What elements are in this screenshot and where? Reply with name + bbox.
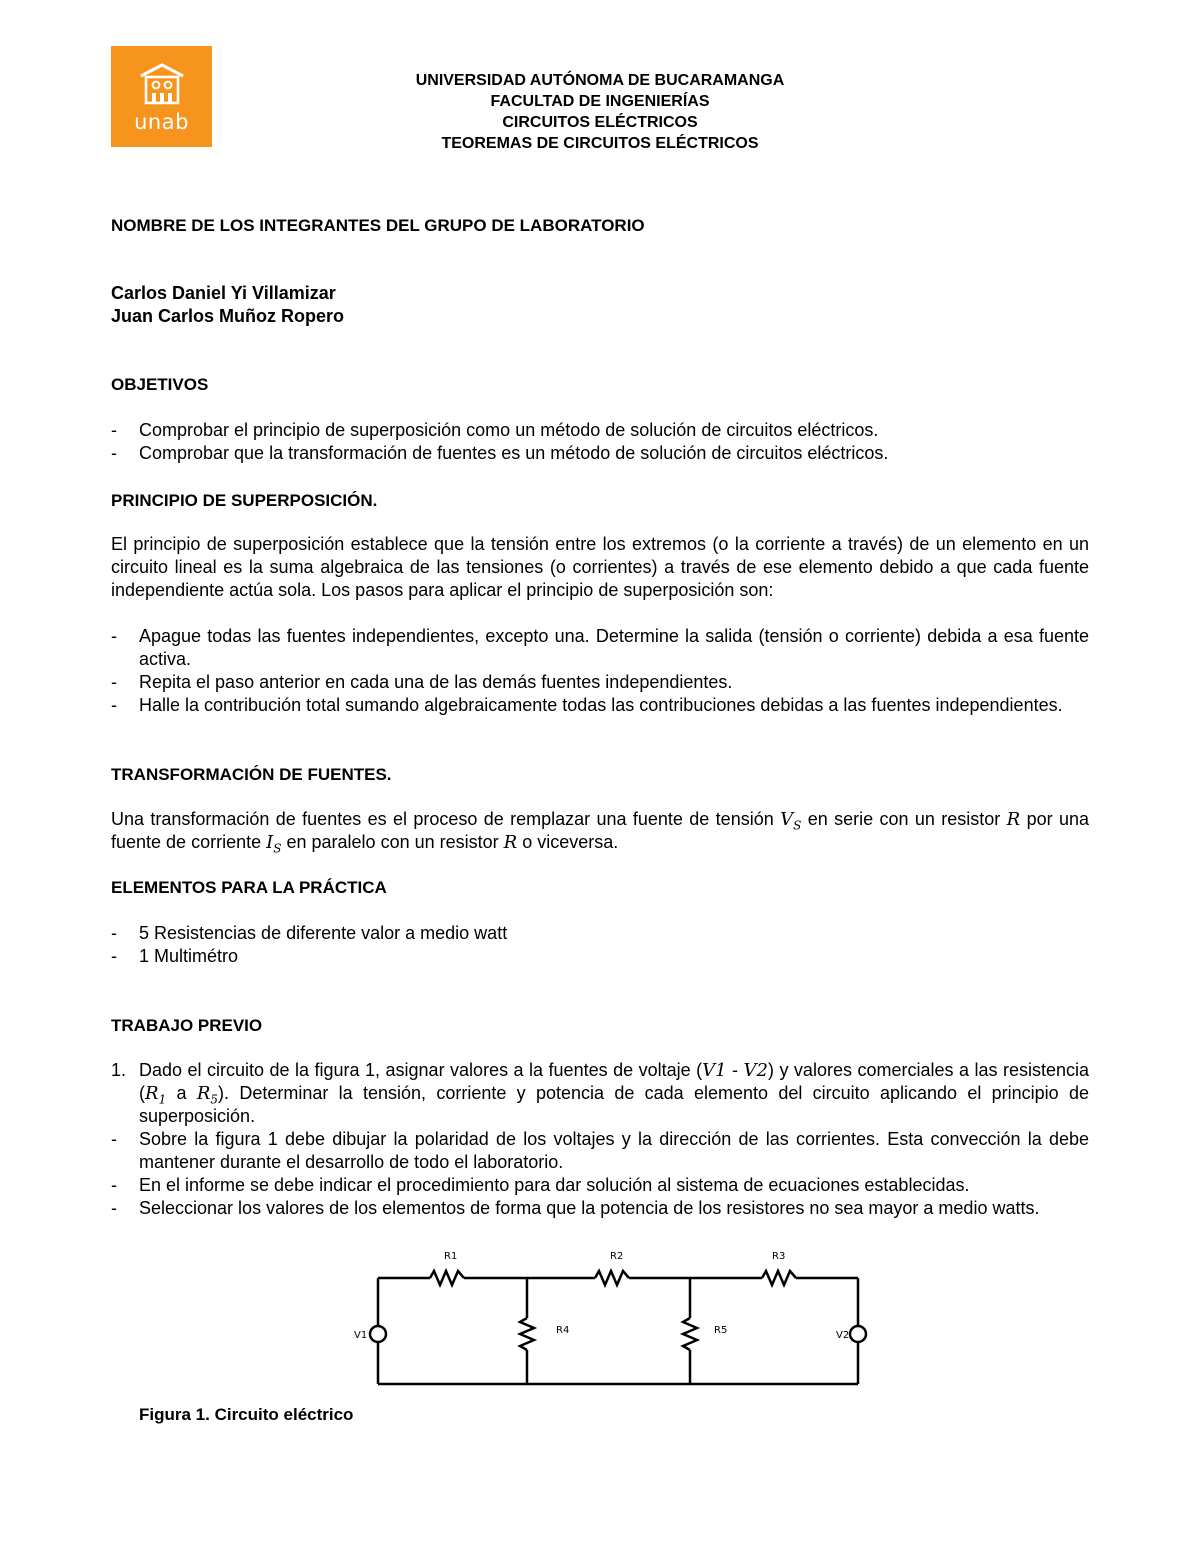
- list-item: - Halle la contribución total sumando algebraicamente todas las contribuciones debidas a las fuentes independientes.: [111, 694, 1089, 717]
- text-fragment: por una fuente de corriente: [111, 809, 1089, 852]
- figure-caption: Figura 1. Circuito eléctrico: [139, 1405, 354, 1424]
- document-header: [300, 70, 900, 154]
- text-fragment: ) y valores comerciales a las resistencia (: [139, 1060, 1089, 1103]
- text-fragment: Dado el circuito de la figura 1, asignar valores a la fuentes de voltaje (: [139, 1060, 703, 1080]
- math-var: R: [196, 1083, 211, 1104]
- voltage-source-v1: [370, 1326, 386, 1342]
- math-var: I: [266, 832, 274, 853]
- list-item: - Comprobar el principio de superposición como un método de solución de circuitos eléctricos.: [111, 419, 1089, 442]
- text-fragment: en paralelo con un resistor: [286, 832, 499, 852]
- list-item: - Apague todas las fuentes independientes, excepto una. Determine la salida (tensión o corriente) debida a esa fuente activa.: [111, 625, 1089, 671]
- members-list: [111, 282, 344, 328]
- math-symbol: [196, 1083, 219, 1107]
- document-title: TEOREMAS DE CIRCUITOS ELÉCTRICOS: [441, 135, 759, 152]
- course-name: CIRCUITOS ELÉCTRICOS: [502, 114, 698, 131]
- list-item: - Repita el paso anterior en cada una de las demás fuentes independientes.: [111, 671, 1089, 694]
- prework-dash-list: [111, 1128, 1089, 1220]
- transformation-paragraph: [111, 808, 1089, 854]
- math-symbol: [780, 809, 802, 833]
- math-sub: 1: [158, 1092, 167, 1107]
- objectives-heading: OBJETIVOS: [111, 375, 209, 394]
- prework-heading: TRABAJO PREVIO: [111, 1016, 263, 1035]
- label-r1: R1: [444, 1251, 458, 1262]
- unab-logo: [111, 46, 212, 147]
- faculty-name: FACULTAD DE INGENIERÍAS: [490, 93, 710, 110]
- text-fragment: Una transformación de fuentes es el proceso de remplazar una fuente de tensión: [111, 809, 774, 829]
- university-name: UNIVERSIDAD AUTÓNOMA DE BUCARAMANGA: [415, 72, 785, 89]
- text-fragment: a: [166, 1083, 197, 1103]
- superposition-paragraph: El principio de superposición establece que la tensión entre los extremos (o la corriente a través) de un elemento en un circuito lineal es la suma algebraica de las tensiones (o corrientes) a través de ese elemento debido a que cada fuente independiente actúa sola. Los pasos para aplicar el principio de superposición son:: [111, 534, 1089, 600]
- math-sub: S: [793, 818, 802, 833]
- math-var: V: [780, 809, 794, 830]
- math-symbol: V2: [743, 1060, 768, 1081]
- math-symbol: [266, 832, 282, 856]
- member-name: Carlos Daniel Yi Villamizar: [111, 283, 336, 303]
- label-r3: R3: [772, 1251, 786, 1262]
- list-marker: 1.: [111, 1060, 127, 1080]
- label-r5: R5: [714, 1325, 728, 1336]
- elements-list: [111, 922, 1089, 968]
- transformation-heading: TRANSFORMACIÓN DE FUENTES.: [111, 765, 392, 784]
- math-symbol: [145, 1083, 167, 1107]
- text-fragment: o viceversa.: [522, 832, 619, 852]
- voltage-source-v2: [850, 1326, 866, 1342]
- resistor-r1: [430, 1271, 464, 1285]
- list-item: - En el informe se debe indicar el procedimiento para dar solución al sistema de ecuaciones establecidas.: [111, 1174, 1089, 1197]
- list-item: - Comprobar que la transformación de fuentes es un método de solución de circuitos eléctricos.: [111, 442, 1089, 465]
- list-item: - Seleccionar los valores de los elementos de forma que la potencia de los resistores no sea mayor a medio watts.: [111, 1197, 1089, 1220]
- superposition-steps: [111, 625, 1089, 717]
- elements-heading: ELEMENTOS PARA LA PRÁCTICA: [111, 878, 387, 897]
- member-name: Juan Carlos Muñoz Ropero: [111, 306, 345, 326]
- superposition-heading: PRINCIPIO DE SUPERPOSICIÓN.: [111, 491, 378, 510]
- math-symbol: R: [503, 832, 518, 853]
- list-item: - 1 Multimétro: [111, 945, 1089, 968]
- resistor-r5: [683, 1318, 697, 1350]
- members-heading: NOMBRE DE LOS INTEGRANTES DEL GRUPO DE LABORATORIO: [111, 216, 645, 235]
- building-icon: [137, 62, 187, 108]
- circuit-diagram: [340, 1240, 900, 1400]
- resistor-r2: [595, 1271, 629, 1285]
- text-fragment: -: [726, 1060, 744, 1080]
- label-r2: R2: [610, 1251, 624, 1262]
- prework-list: [111, 1059, 1089, 1220]
- text-fragment: ). Determinar la tensión, corriente y potencia de cada elemento del circuito aplicando el principio de superposición.: [139, 1083, 1090, 1126]
- math-sub: S: [273, 841, 282, 856]
- math-symbol: V1: [702, 1060, 727, 1081]
- label-r4: R4: [556, 1325, 570, 1336]
- numbered-item: [111, 1059, 1089, 1128]
- resistor-r3: [762, 1271, 796, 1285]
- math-symbol: R: [1006, 809, 1021, 830]
- text-fragment: en serie con un resistor: [807, 809, 1001, 829]
- resistor-r4: [520, 1318, 534, 1350]
- list-item: - 5 Resistencias de diferente valor a medio watt: [111, 922, 1089, 945]
- list-item: - Sobre la figura 1 debe dibujar la polaridad de los voltajes y la dirección de las corrientes. Esta convección la debe mantener durante el desarrollo de todo el laboratorio.: [111, 1128, 1089, 1174]
- math-sub: 5: [210, 1092, 219, 1107]
- objectives-list: [111, 419, 1089, 465]
- math-var: R: [145, 1083, 159, 1104]
- label-v1: V1: [354, 1330, 368, 1341]
- label-v2: V2: [836, 1330, 850, 1341]
- logo-text: unab: [134, 110, 189, 134]
